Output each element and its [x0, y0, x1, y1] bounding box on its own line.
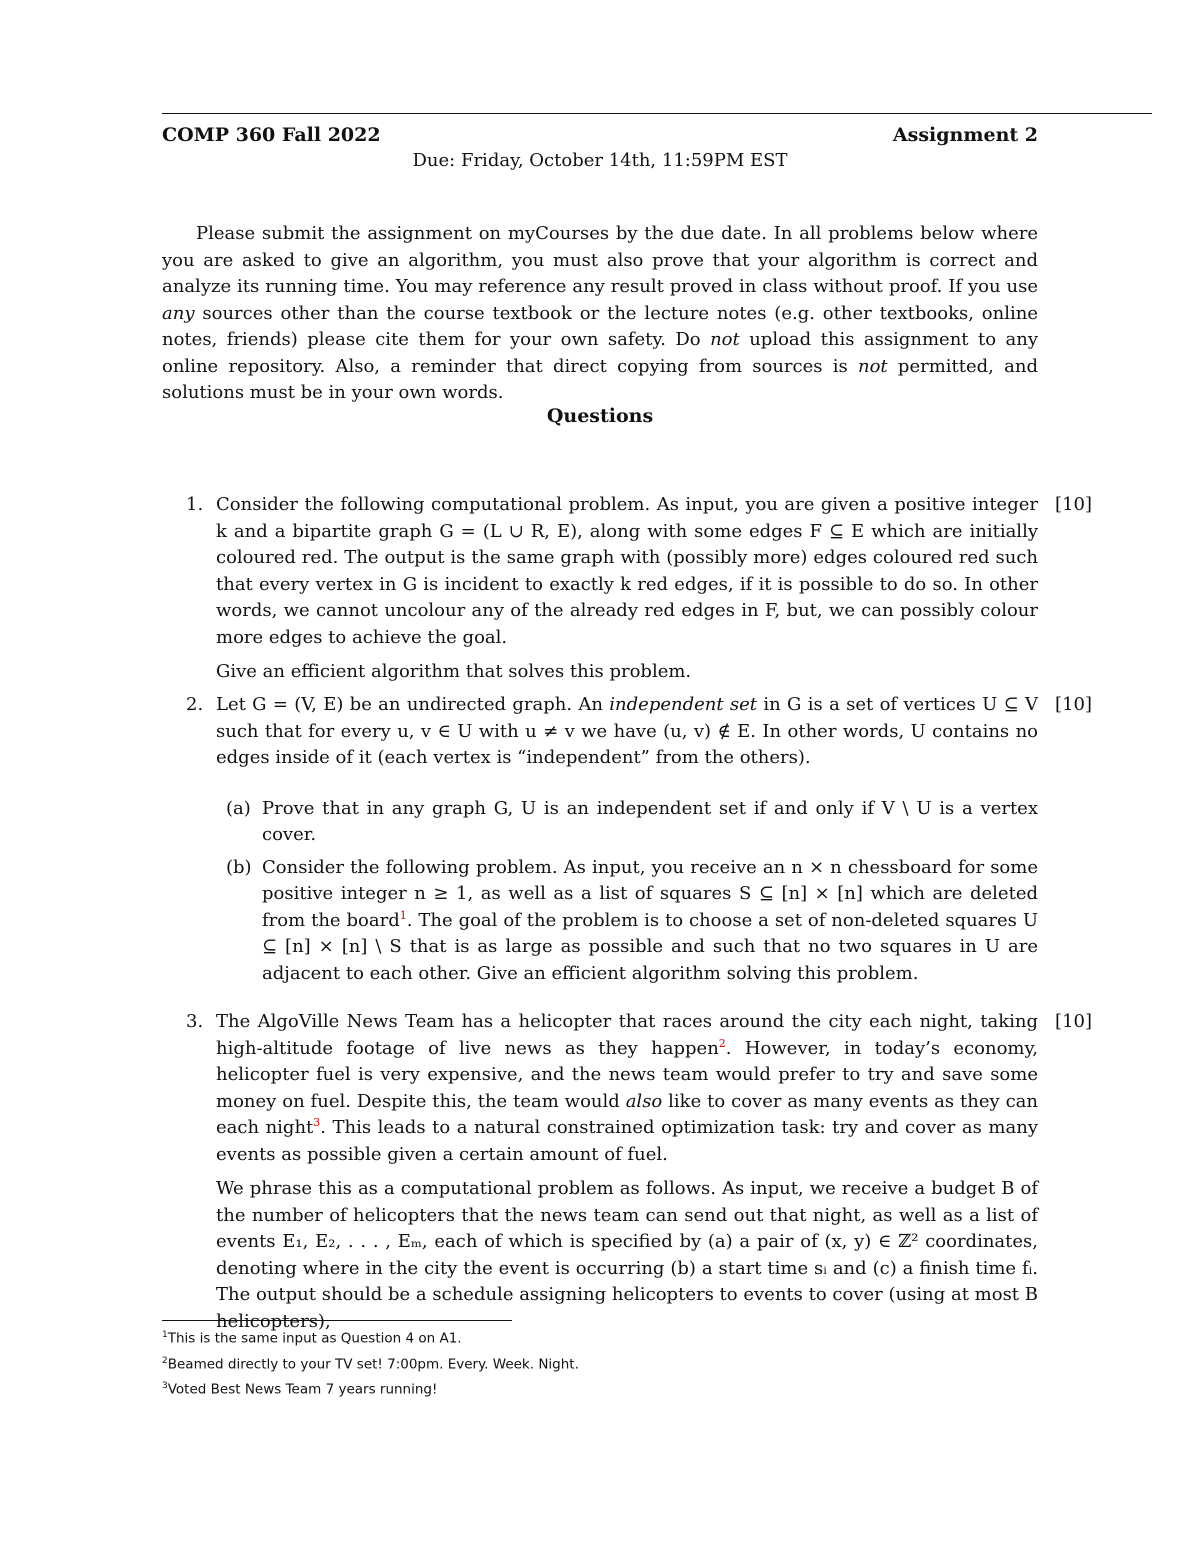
footnote-mark: 2 [162, 1355, 168, 1366]
subquestion-b [216, 855, 1038, 988]
subquestion-a [216, 796, 1038, 849]
q2-text-b: in G is a set of vertices U ⊆ V such that for every u, v ∈ U with u ≠ v we have (u, v) ∉ E. In other words, U contains no edges inside of it (each vertex is “independent” from the others). [216, 694, 1038, 768]
question-points: [10] [1055, 494, 1092, 515]
top-rule [162, 113, 1152, 114]
q3-text-c: like to cover as many events as they can each night [216, 1090, 1038, 1138]
subquestion-text: Prove that in any graph G, U is an independent set if and only if V \ U is a vertex cover. [262, 797, 1038, 845]
footnote-ref-2[interactable]: 2 [718, 1036, 726, 1050]
question-points: [10] [1055, 1011, 1092, 1032]
footnote-2 [162, 1350, 579, 1376]
section-title-questions: Questions [546, 405, 654, 427]
question-text [216, 692, 1038, 772]
intro-paragraph [162, 221, 1038, 407]
subquestion-label: (a) [226, 797, 251, 819]
footnote-1 [162, 1324, 579, 1350]
course-title: COMP 360 Fall 2022 [162, 124, 381, 146]
question-text: Consider the following computational problem. As input, you are given a positive integer k and a bipartite graph G = (L ∪ R, E), along with some edges F ⊆ E which are initially coloured red. The output is the same graph with (possibly more) edges coloured red such that every vertex in G is incident to exactly k red edges, if it is possible to do so. In other words, we cannot uncolour any of the already red edges in F, but, we can possibly colour more edges to achieve the goal. [216, 494, 1038, 648]
header [162, 124, 1038, 146]
footnote-ref-1[interactable]: 1 [399, 908, 407, 922]
footnote-rule [162, 1320, 512, 1321]
subquestion-label: (b) [226, 856, 252, 878]
question-3 [162, 1009, 1092, 1343]
q2-emphasis: independent set [609, 694, 758, 715]
intro-text-4: permitted, and solutions must be in your own words. [162, 355, 1038, 403]
question-1 [162, 492, 1092, 694]
intro-text-1: Please submit the assignment on myCourses by the due date. In all problems below where you are asked to give an algorithm, you must also prove that your algorithm is correct and analyze its running time. You may reference any result proved in class without proof. If you use [162, 223, 1038, 297]
due-date: Due: Friday, October 14th, 11:59PM EST [412, 150, 788, 171]
question-2 [162, 692, 1092, 989]
footnote-mark: 1 [162, 1330, 168, 1340]
question-points: [10] [1055, 694, 1092, 715]
question-number: 1. [186, 494, 204, 515]
intro-emphasis-not-2: not [858, 355, 888, 377]
footnote-ref-3[interactable]: 3 [313, 1116, 321, 1129]
question-number: 3. [186, 1011, 204, 1032]
intro-emphasis-any: any [162, 302, 195, 324]
footnote-text: Beamed directly to your TV set! 7:00pm. Every. Week. Night. [167, 1356, 579, 1372]
footnotes [162, 1324, 579, 1401]
footnote-text: Voted Best News Team 7 years running! [167, 1381, 438, 1398]
intro-text-2: sources other than the course textbook or the lecture notes (e.g. other textbooks, online notes, friends) please cite them for your own safety. Do [162, 302, 1038, 350]
question-text-2: We phrase this as a computational problem as follows. As input, we receive a budget B of the number of helicopters that the news team can send out that night, as well as a list of events E₁, E₂, . . . , Eₘ, each of which is specified by (a) a pair of (x, y) ∈ ℤ² coordinates, denoting where in the city the event is occurring (b) a start time sᵢ and (c) a finish time fᵢ. The output should be a schedule assigning helicopters to events to cover (using at most B helicopters), [216, 1178, 1038, 1332]
footnote-3 [162, 1375, 579, 1401]
question-number: 2. [186, 694, 204, 715]
intro-text-3: upload this assignment to any online repository. Also, a reminder that direct copying from sources is [162, 329, 1038, 377]
intro-emphasis-not: not [710, 329, 740, 350]
q3-text-a: The AlgoVille News Team has a helicopter that races around the city each night, taking high-altitude footage of live news as they happen [216, 1011, 1038, 1059]
question-text-2: Give an efficient algorithm that solves this problem. [216, 661, 692, 682]
q3-text-d: . This leads to a natural constrained optimization task: try and cover as many events as possible given a certain amount of fuel. [216, 1117, 1038, 1165]
footnote-mark: 3 [162, 1381, 168, 1391]
question-text [216, 1009, 1038, 1168]
assignment-title: Assignment 2 [892, 124, 1038, 146]
footnote-text: This is the same input as Question 4 on A1. [167, 1330, 462, 1347]
q3-emphasis: also [625, 1090, 663, 1112]
subquestion-text: Consider the following problem. As input, you receive an n × n chessboard for some positive integer n ≥ 1, as well as a list of squares S ⊆ [n] × [n] which are deleted from the board [262, 856, 1038, 931]
subquestion-text-2: . The goal of the problem is to choose a set of non-deleted squares U ⊆ [n] × [n] \ S that is as large as possible and such that no two squares in U are adjacent to each other. Give an efficient algorithm solving this problem. [262, 909, 1038, 984]
q2-text-a: Let G = (V, E) be an undirected graph. An [216, 694, 610, 715]
q3-text-b: . However, in today’s economy, helicopter fuel is very expensive, and the news team would prefer to try and save some money on fuel. Despite this, the team would [216, 1037, 1038, 1112]
